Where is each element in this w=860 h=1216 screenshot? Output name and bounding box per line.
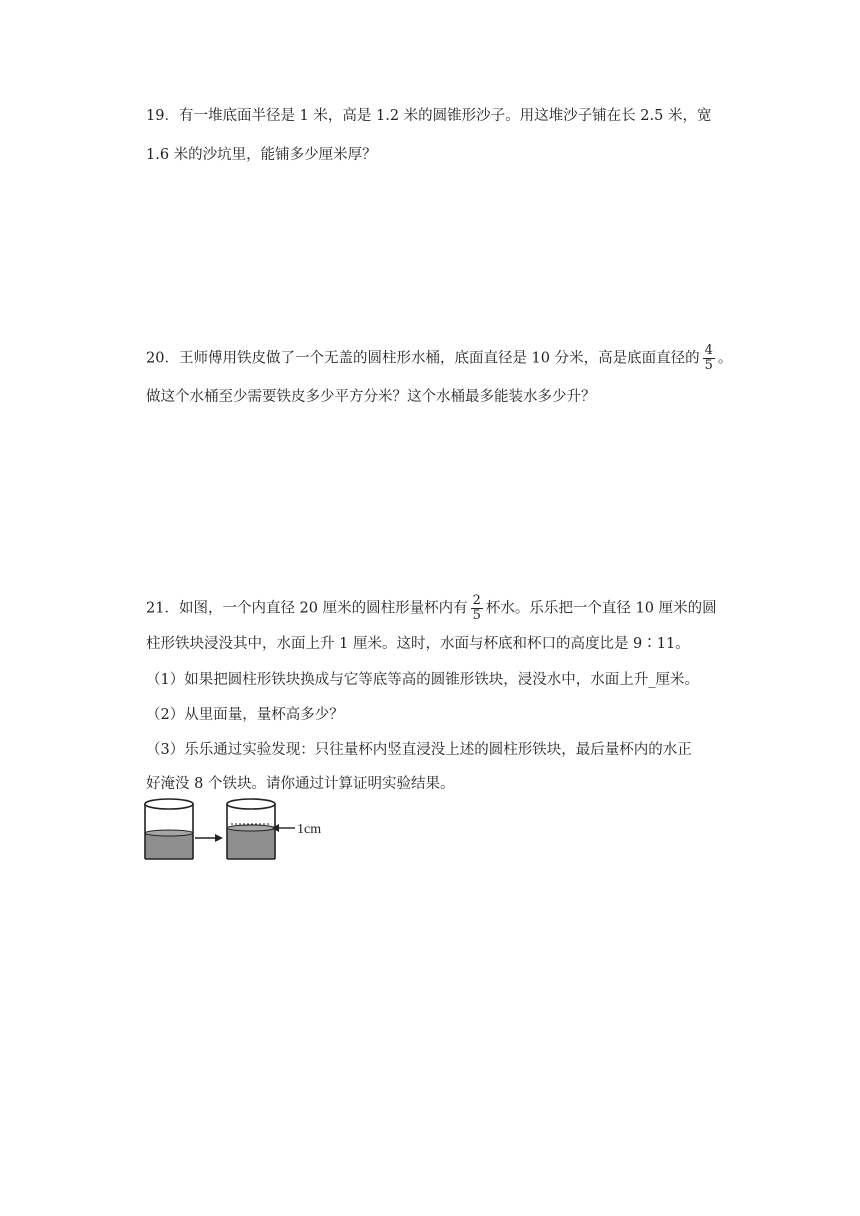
q21-text-post: 杯水。乐乐把一个直径 10 厘米的圆	[485, 600, 717, 617]
q21-fraction	[471, 594, 483, 623]
q21-fraction-numerator: 2	[472, 593, 481, 608]
q20-fraction-denominator: 5	[704, 358, 713, 373]
q20-fraction-numerator: 4	[704, 343, 713, 358]
q20-text-post: 。	[717, 350, 733, 367]
right-cup-water-surface	[227, 825, 275, 831]
right-cup	[227, 799, 275, 859]
q21-fraction-denominator: 5	[472, 608, 481, 623]
q21-sub1: （1）如果把圆柱形铁块换成与它等底等高的圆锥形铁块，浸没水中，水面上升_厘米。	[146, 672, 699, 688]
left-cup-water	[145, 833, 193, 859]
q20-fraction	[703, 344, 715, 373]
q20-line1	[146, 344, 732, 373]
arrow-right-icon	[195, 834, 223, 842]
q19-line2: 1.6 米的沙坑里，能铺多少厘米厚？	[146, 147, 377, 163]
q20-text-pre: 20．王师傅用铁皮做了一个无盖的圆柱形水桶，底面直径是 10 分米，高是底面直径的	[146, 350, 700, 367]
figure-label-1cm: 1cm	[297, 822, 322, 837]
q21-sub3-line2: 好淹没 8 个铁块。请你通过计算证明实验结果。	[146, 776, 455, 792]
right-cup-rim	[227, 799, 275, 809]
q21-line2: 柱形铁块浸没其中，水面上升 1 厘米。这时，水面与杯底和杯口的高度比是 9∶11。	[146, 636, 690, 652]
left-cup	[145, 799, 193, 859]
q21-sub2: （2）从里面量，量杯高多少？	[146, 707, 344, 723]
q19-line1: 19．有一堆底面半径是 1 米，高是 1.2 米的圆锥形沙子。用这堆沙子铺在长 2.5 米，宽	[146, 108, 712, 124]
right-cup-water	[227, 828, 275, 859]
q21-line1	[146, 594, 717, 623]
left-cup-water-surface	[145, 830, 193, 836]
left-cup-rim	[145, 799, 193, 809]
q21-text-pre: 21．如图，一个内直径 20 厘米的圆柱形量杯内有	[146, 600, 468, 617]
q20-line2: 做这个水桶至少需要铁皮多少平方分米？这个水桶最多能装水多少升？	[146, 389, 596, 405]
measuring-cup-figure	[143, 796, 343, 866]
q21-sub3-line1: （3）乐乐通过实验发现：只往量杯内竖直浸没上述的圆柱形铁块，最后量杯内的水正	[146, 742, 692, 758]
